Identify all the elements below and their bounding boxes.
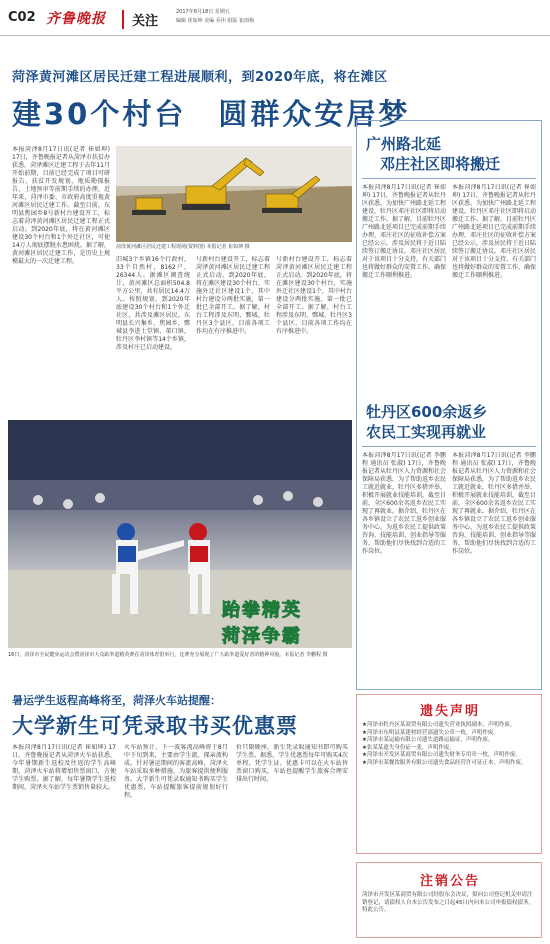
lost-notice-title: 遗失声明: [420, 704, 481, 719]
train-article-title: 大学新生可凭录取书买优惠票: [12, 714, 298, 738]
guangzhou-road-body-col2: 本报菏泽8月17日讯(记者 崔如坤) 17日，齐鲁晚报记者从牡丹区获悉，为加快广州路北延工程建设，牡丹区邓庄社区即将启动搬迁工作。据了解，目前牡丹区广州路北延项目已完成前期手续办理，邓庄社区的征收补偿方案已经公示，涉及居民将于近日陆续签订搬迁协议。邓庄社区居民对于该项目十分支持，有关部门也将做好群众的安置工作，确保搬迁工作顺利推进。: [452, 184, 536, 279]
main-article-col1: 本报菏泽8月17日讯(记者 崔如坤) 17日，齐鲁晚报记者从菏泽市扶贫办获悉，菏泽滩区迁建工程于去年11月开始前期，目前已经完成了项目可研报告、扶贫开发规划、地质勘探报告、土地预审等前期手续的办理。近年来，菏泽市委、市政府高度重视黄河滩区居民迁建工作。截至目前，东明县焦园乡8号新村台建设开工，标志着菏泽黄河滩区居民迁建工程正式启动。到2020年底，将在黄河滩区建设30个村台和1个外迁社区，可使14万人彻底摆脱水患困扰。据了解，黄河滩区居民迁建工作，是历史上规模最大的一次迁建工程。: [12, 146, 110, 265]
cancel-notice-text: 菏泽市开发区某商贸有限公司经股东会决议，拟向公司登记机关申请注销登记，请债权人自本公告发布之日起45日内向本公司申报债权债务，特此公告。: [362, 892, 535, 913]
main-headline-title: 建30个村台 圆群众安居梦: [12, 97, 411, 131]
lost-notice-item: ★菏泽市开发区某商贸有限公司遗失财务专用章一枚，声明作废。: [362, 752, 521, 758]
construction-photo: [116, 146, 352, 242]
guangzhou-road-title-1: 广州路北延: [366, 135, 442, 153]
lost-notice-item: ★菏泽市某运输有限公司遗失道路运输证，声明作废。: [362, 737, 494, 743]
cancel-notice-title: 注销公告: [420, 874, 481, 889]
excavator-illustration: [116, 146, 352, 242]
mudan-workers-body-col1: 本报菏泽8月17日讯(记者 李鹏程 通讯员 张淑) 17日，齐鲁晚报记者从牡丹区人力资源和社会保障局获悉，为了帮助返乡农民工就近就业，牡丹区多措并举，积极开展就业技能培训，截至目前，全区600余名返乡农民工实现了再就业。据介绍，牡丹区在各乡镇设立了农民工返乡创业服务中心，为返乡农民工提供政策咨询、技能培训、创业指导等服务，帮助他们尽快找到合适的工作岗位。: [362, 452, 446, 555]
lost-notice-item: ★菏泽市东明县某建材经营部遗失公章一枚，声明作废。: [362, 729, 499, 736]
section-title: 关注: [122, 10, 158, 29]
mudan-workers-body-col2: 本报菏泽8月17日讯(记者 李鹏程 通讯员 张淑) 17日，齐鲁晚报记者从牡丹区人力资源和社会保障局获悉，为了帮助返乡农民工就近就业，牡丹区多措并举，积极开展就业技能培训，截至目前，全区600余名返乡农民工实现了再就业。据介绍，牡丹区在各乡镇设立了农民工返乡创业服务中心，为返乡农民工提供政策咨询、技能培训、创业指导等服务，帮助他们尽快找到合适的工作岗位。: [452, 452, 536, 555]
divider: [362, 446, 536, 447]
lost-notice-list: [362, 722, 536, 767]
train-article-subtitle: 暑运学生返程高峰将至，菏泽火车站提醒：: [12, 694, 221, 707]
main-article-col2: 旧城3个乡镇16个行政村，33个自然村，8162户，26344人。据滩区调查统计，黄河滩区总面积504.8平方公里，共有居民14.4万人。按照规划，到2020年底建设30个村台和1个外迁社区，共涉及滩区居民。东明县长兴集乡、焦园乡，鄄城县李进士堂镇、董口镇，牡丹区李村镇等14个乡镇，涉及村庄已启动建设。: [116, 256, 190, 351]
main-headline-subtitle: 菏泽黄河滩区居民迁建工程进展顺利，到2020年底，将在滩区: [12, 70, 388, 85]
taekwondo-title-1: 跆拳精英: [222, 600, 302, 621]
main-article-col4: 号新村台建设开工，标志着菏泽黄河滩区居民迁建工程正式启动。到2020年底，将在滩区建设30个村台，实施外迁社区建设1个，其中村台建设分两批实施，第一批已全部开工。据了解，村台工程涉及东明、鄄城、牡丹区3个县区，目前各项工作均在有序推进中。: [276, 256, 352, 335]
editor-credits: 编辑 崔如坤 美编 乔伟 组版 崔雨梅: [176, 18, 254, 24]
lost-notice-item: ★菏泽市牡丹区某商贸有限公司遗失营业执照副本，声明作废。: [362, 722, 516, 728]
construction-photo-caption: 菏泽黄河滩区居民迁建工程现场(资料图) 本报记者 崔如坤 摄: [116, 244, 250, 250]
train-article-col2: 火车站预计，下一波客流高峰将于8月中下旬到来，主要由学生流、探亲流构成。针对暑运期间的客流高峰，菏泽火车站采取多种措施，为旅客提供便利服务。大学新生可凭录取通知书购买学生优惠票，车站提醒旅客提前规划好行程。: [124, 744, 228, 799]
issue-date: 2017年8月18日 星期五: [176, 9, 230, 15]
page-number: C02: [8, 10, 36, 25]
mudan-workers-title-1: 牡丹区600余返乡: [366, 403, 488, 421]
mudan-workers-title-2: 农民工实现再就业: [366, 423, 487, 441]
main-article-col3: 号新村台建设开工，标志着菏泽黄河滩区居民迁建工程正式启动。到2020年底，将在滩区建设30个村台，实施外迁社区建设1个，其中村台建设分两批实施，第一批已全部开工。据了解，村台工程涉及东明、鄄城、牡丹区3个县区，目前各项工作均在有序推进中。: [196, 256, 270, 335]
guangzhou-road-body-col1: 本报菏泽8月17日讯(记者 崔如坤) 17日，齐鲁晚报记者从牡丹区获悉，为加快广州路北延工程建设，牡丹区邓庄社区即将启动搬迁工作。据了解，目前牡丹区广州路北延项目已完成前期手续办理，邓庄社区的征收补偿方案已经公示，涉及居民将于近日陆续签订搬迁协议。邓庄社区居民对于该项目十分支持，有关部门也将做好群众的安置工作，确保搬迁工作顺利推进。: [362, 184, 446, 279]
divider: [362, 178, 536, 179]
taekwondo-caption: 16日，菏泽市全民健身运动会暨菏泽市大众跆拳道精英赛在菏泽体育馆举行，比赛充分展现了广大跆拳道爱好者的精神风貌。本报记者 李鹏程 摄: [8, 652, 328, 658]
train-article-col3: 价只限硬座，新生凭录取通知书即可购买学生票。据悉，学生优惠票每年可购买4次单程，凭学生证、优惠卡可以在火车站售票窗口购买，车站也提醒学生旅客合理安排出行时间。: [236, 744, 348, 783]
masthead: [0, 0, 550, 36]
train-article-col1: 本报菏泽8月17日讯(记者 崔如坤) 17日，齐鲁晚报记者从菏泽火车站获悉，今年暑期新生返校及往返的学生高峰期，菏泽火车站将增加售票窗口，方便学生购票。据了解，每年暑期学生返校期间，菏泽火车站学生票销售量较大。: [12, 744, 116, 791]
guangzhou-road-title-2: 邓庄社区即将搬迁: [380, 155, 501, 173]
lost-notice-item: ★菏泽市某餐饮服务有限公司遗失食品经营许可证正本，声明作废。: [362, 759, 527, 766]
newspaper-logo: 齐鲁晚报: [46, 11, 106, 27]
taekwondo-title-2: 菏泽争霸: [222, 626, 302, 647]
lost-notice-item: ★张某某遗失身份证一张，声明作废。: [362, 744, 455, 751]
